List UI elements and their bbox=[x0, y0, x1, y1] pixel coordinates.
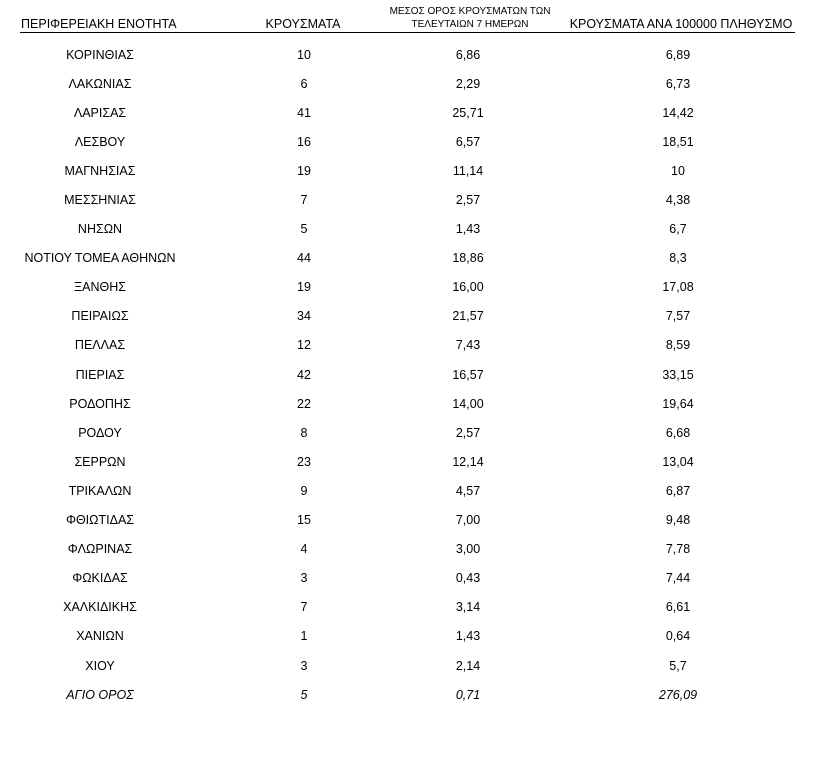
cell-per100k: 7,78 bbox=[665, 542, 691, 557]
cell-per100k: 9,48 bbox=[665, 513, 691, 528]
cell-region: ΣΕΡΡΩΝ bbox=[74, 454, 126, 469]
table-row bbox=[0, 185, 828, 214]
table-row bbox=[0, 98, 828, 127]
cell-avg7: 0,43 bbox=[455, 571, 481, 586]
table-row bbox=[0, 244, 828, 273]
cell-cases: 7 bbox=[300, 193, 308, 208]
cell-region: ΜΑΓΝΗΣΙΑΣ bbox=[64, 163, 136, 178]
cell-per100k: 6,68 bbox=[665, 425, 691, 440]
column-header-avg7 bbox=[380, 5, 560, 31]
cell-avg7: 25,71 bbox=[452, 105, 484, 120]
cell-cases: 6 bbox=[300, 76, 308, 91]
cell-cases: 10 bbox=[297, 47, 311, 62]
cell-cases: 5 bbox=[300, 687, 308, 702]
table-row bbox=[0, 215, 828, 244]
cell-cases: 8 bbox=[300, 425, 308, 440]
cell-region: ΠΕΛΛΑΣ bbox=[74, 338, 126, 353]
table-row bbox=[0, 535, 828, 564]
table-row bbox=[0, 564, 828, 593]
cell-region: ΡΟΔΟΥ bbox=[78, 425, 122, 440]
cell-per100k: 6,61 bbox=[665, 600, 691, 615]
cell-per100k: 33,15 bbox=[662, 367, 694, 382]
cell-region: ΦΩΚΙΔΑΣ bbox=[72, 571, 128, 586]
cell-region: ΦΘΙΩΤΙΔΑΣ bbox=[65, 513, 135, 528]
cell-region: ΝΗΣΩΝ bbox=[77, 222, 123, 237]
cell-cases: 44 bbox=[297, 251, 311, 266]
cell-avg7: 16,00 bbox=[452, 280, 484, 295]
cell-per100k: 0,64 bbox=[665, 629, 691, 644]
cell-avg7: 2,57 bbox=[455, 425, 481, 440]
cell-per100k: 8,59 bbox=[665, 338, 691, 353]
cell-region: ΦΛΩΡΙΝΑΣ bbox=[67, 542, 133, 557]
cell-avg7: 18,86 bbox=[452, 251, 484, 266]
cell-per100k: 10 bbox=[671, 163, 685, 178]
cell-cases: 3 bbox=[300, 658, 308, 673]
cell-per100k: 6,89 bbox=[665, 47, 691, 62]
table-row bbox=[0, 622, 828, 651]
cell-per100k: 4,38 bbox=[665, 193, 691, 208]
cell-cases: 3 bbox=[300, 571, 308, 586]
table-row bbox=[0, 156, 828, 185]
cell-avg7: 1,43 bbox=[455, 222, 481, 237]
cell-cases: 22 bbox=[297, 396, 311, 411]
cell-cases: 16 bbox=[297, 134, 311, 149]
cell-avg7: 21,57 bbox=[452, 309, 484, 324]
cell-region: ΜΕΣΣΗΝΙΑΣ bbox=[64, 193, 136, 208]
cell-per100k: 6,73 bbox=[665, 76, 691, 91]
cell-cases: 4 bbox=[300, 542, 308, 557]
cell-avg7: 0,71 bbox=[455, 687, 481, 702]
cell-avg7: 3,14 bbox=[455, 600, 481, 615]
cell-cases: 19 bbox=[297, 163, 311, 178]
cell-avg7: 6,57 bbox=[455, 134, 481, 149]
cell-region: ΧΙΟΥ bbox=[85, 658, 115, 673]
cell-avg7: 2,57 bbox=[455, 193, 481, 208]
cell-avg7: 12,14 bbox=[452, 454, 484, 469]
cell-cases: 41 bbox=[297, 105, 311, 120]
table-row bbox=[0, 40, 828, 69]
table-row bbox=[0, 331, 828, 360]
cell-region: ΑΓΙΟ ΟΡΟΣ bbox=[66, 687, 134, 702]
cell-cases: 15 bbox=[297, 513, 311, 528]
cell-region: ΛΑΡΙΣΑΣ bbox=[73, 105, 127, 120]
cell-cases: 23 bbox=[297, 454, 311, 469]
cell-region: ΤΡΙΚΑΛΩΝ bbox=[68, 483, 132, 498]
cell-region: ΠΕΙΡΑΙΩΣ bbox=[71, 309, 129, 324]
table-body bbox=[0, 40, 828, 709]
cell-per100k: 19,64 bbox=[662, 396, 694, 411]
table-row bbox=[0, 69, 828, 98]
cell-cases: 34 bbox=[297, 309, 311, 324]
cell-per100k: 8,3 bbox=[669, 251, 687, 266]
cell-avg7: 2,14 bbox=[455, 658, 481, 673]
cell-cases: 1 bbox=[300, 629, 308, 644]
cell-per100k: 5,7 bbox=[669, 658, 687, 673]
table-row bbox=[0, 447, 828, 476]
cell-per100k: 18,51 bbox=[662, 134, 694, 149]
table-row bbox=[0, 680, 828, 709]
column-header-per100k: ΚΡΟΥΣΜΑΤΑ ΑΝΑ 100000 ΠΛΗΘΥΣΜΟ bbox=[569, 17, 793, 31]
cell-avg7: 2,29 bbox=[455, 76, 481, 91]
cell-avg7: 16,57 bbox=[452, 367, 484, 382]
table-row bbox=[0, 476, 828, 505]
cell-per100k: 17,08 bbox=[662, 280, 694, 295]
table-row bbox=[0, 651, 828, 680]
column-header-avg7-line2: ΤΕΛΕΥΤΑΙΩΝ 7 ΗΜΕΡΩΝ bbox=[411, 19, 529, 30]
column-header-cases: ΚΡΟΥΣΜΑΤΑ bbox=[265, 17, 341, 31]
cell-avg7: 3,00 bbox=[455, 542, 481, 557]
table-row bbox=[0, 127, 828, 156]
table-row bbox=[0, 506, 828, 535]
cases-table bbox=[0, 40, 828, 709]
cell-region: ΛΕΣΒΟΥ bbox=[74, 134, 126, 149]
table-row bbox=[0, 593, 828, 622]
table-row bbox=[0, 302, 828, 331]
cell-avg7: 1,43 bbox=[455, 629, 481, 644]
cell-per100k: 14,42 bbox=[662, 105, 694, 120]
cell-region: ΧΑΝΙΩΝ bbox=[76, 629, 124, 644]
cell-cases: 5 bbox=[300, 222, 308, 237]
cell-region: ΠΙΕΡΙΑΣ bbox=[75, 367, 125, 382]
cell-cases: 12 bbox=[297, 338, 311, 353]
cell-per100k: 7,44 bbox=[665, 571, 691, 586]
table-row bbox=[0, 389, 828, 418]
cell-per100k: 6,87 bbox=[665, 483, 691, 498]
cell-avg7: 11,14 bbox=[452, 163, 484, 178]
header-underline bbox=[20, 32, 795, 33]
cell-per100k: 6,7 bbox=[669, 222, 687, 237]
cell-region: ΧΑΛΚΙΔΙΚΗΣ bbox=[63, 600, 137, 615]
cell-cases: 9 bbox=[300, 483, 308, 498]
cell-per100k: 7,57 bbox=[665, 309, 691, 324]
cell-region: ΝΟΤΙΟΥ ΤΟΜΕΑ ΑΘΗΝΩΝ bbox=[24, 251, 176, 266]
cell-cases: 42 bbox=[297, 367, 311, 382]
cell-region: ΛΑΚΩΝΙΑΣ bbox=[68, 76, 132, 91]
cell-avg7: 7,43 bbox=[455, 338, 481, 353]
cell-avg7: 6,86 bbox=[455, 47, 481, 62]
cell-region: ΡΟΔΟΠΗΣ bbox=[69, 396, 131, 411]
table-row bbox=[0, 360, 828, 389]
table-row bbox=[0, 273, 828, 302]
cell-avg7: 7,00 bbox=[455, 513, 481, 528]
cell-region: ΞΑΝΘΗΣ bbox=[74, 280, 126, 295]
column-header-avg7-line1: ΜΕΣΟΣ ΟΡΟΣ ΚΡΟΥΣΜΑΤΩΝ ΤΩΝ bbox=[389, 6, 551, 17]
cell-per100k: 276,09 bbox=[658, 687, 698, 702]
cell-region: ΚΟΡΙΝΘΙΑΣ bbox=[66, 47, 134, 62]
cell-avg7: 4,57 bbox=[455, 483, 481, 498]
column-header-region: ΠΕΡΙΦΕΡΕΙΑΚΗ ΕΝΟΤΗΤΑ bbox=[21, 17, 177, 31]
table-row bbox=[0, 418, 828, 447]
table-header bbox=[0, 0, 828, 40]
cell-avg7: 14,00 bbox=[452, 396, 484, 411]
cell-per100k: 13,04 bbox=[662, 454, 694, 469]
cell-cases: 19 bbox=[297, 280, 311, 295]
cell-cases: 7 bbox=[300, 600, 308, 615]
